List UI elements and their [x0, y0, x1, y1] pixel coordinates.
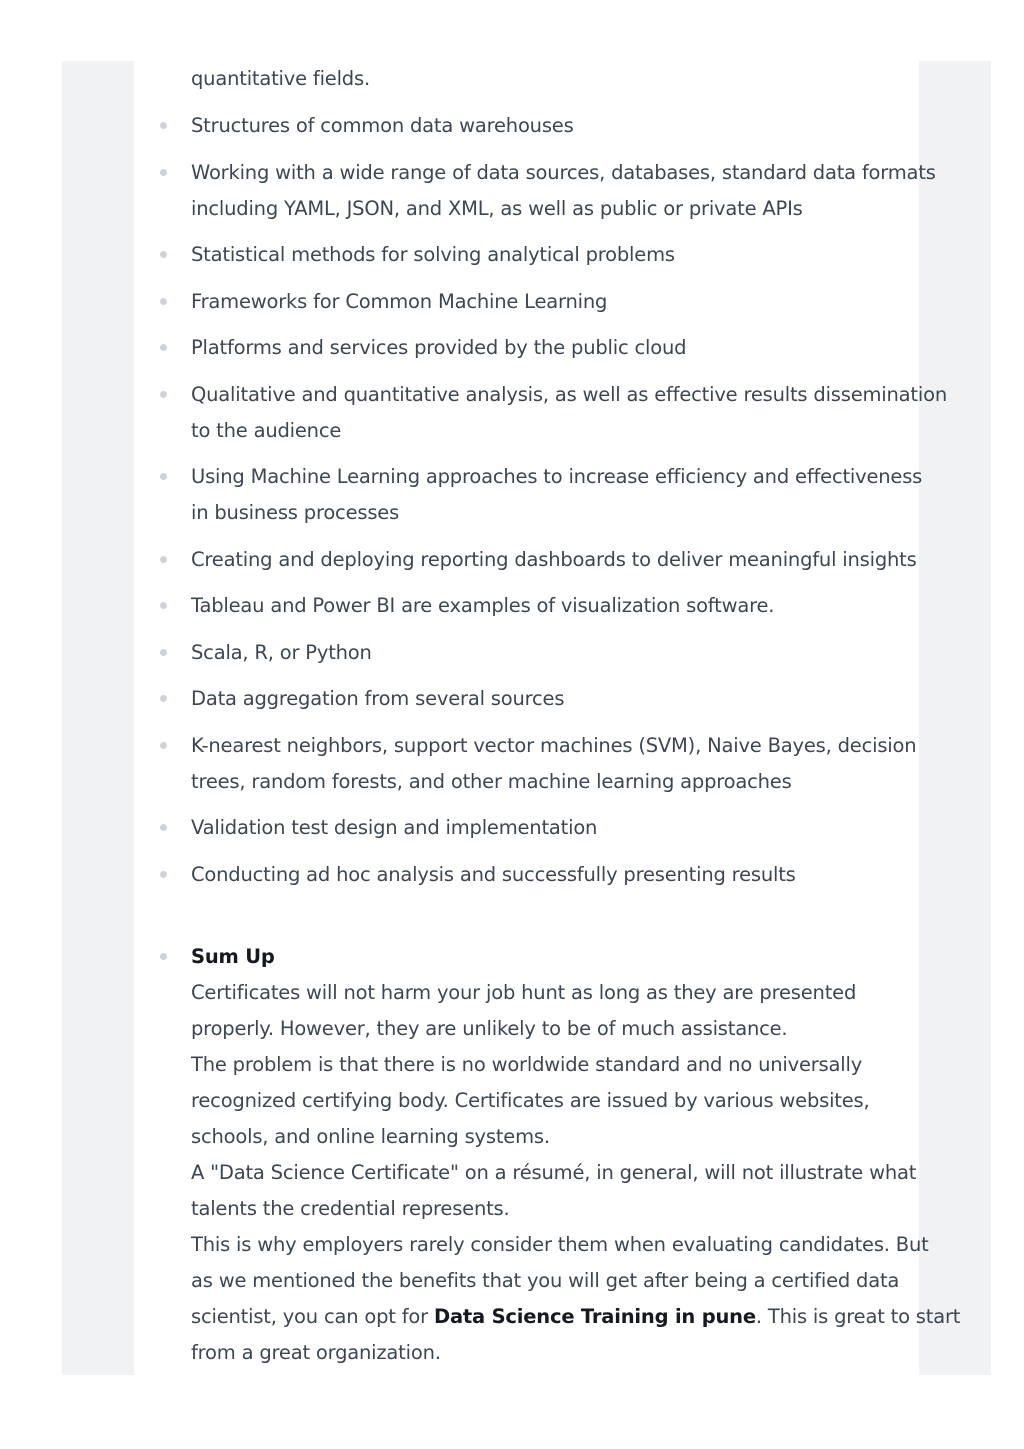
- list-item-text: Tableau and Power BI are examples of visualization software.: [191, 594, 775, 617]
- continued-paragraph-line: quantitative fields.: [191, 67, 370, 90]
- sum-up-line: recognized certifying body. Certificates are issued by various websites,: [191, 1089, 870, 1112]
- list-bullet: [160, 824, 167, 831]
- list-item-text: Data aggregation from several sources: [191, 687, 565, 710]
- article-content: [134, 61, 961, 1375]
- list-item-text: Validation test design and implementation: [191, 816, 598, 839]
- sum-up-line: This is why employers rarely consider them when evaluating candidates. But: [191, 1233, 929, 1256]
- list-bullet: [160, 871, 167, 878]
- list-bullet: [160, 649, 167, 656]
- list-bullet: [160, 169, 167, 176]
- list-bullet: [160, 473, 167, 480]
- list-bullet: [160, 298, 167, 305]
- list-bullet: [160, 122, 167, 129]
- sum-up-line: properly. However, they are unlikely to be of much assistance.: [191, 1017, 788, 1040]
- sum-up-text: scientist, you can opt for: [191, 1305, 434, 1328]
- list-item-text: Statistical methods for solving analytical problems: [191, 243, 675, 266]
- list-item-text: Platforms and services provided by the public cloud: [191, 336, 687, 359]
- left-gutter: [62, 61, 134, 1375]
- list-item-text: in business processes: [191, 501, 400, 524]
- list-item-text: Qualitative and quantitative analysis, as well as effective results dissemination: [191, 382, 947, 406]
- list-bullet: [160, 556, 167, 563]
- sum-up-heading: Sum Up: [191, 945, 275, 968]
- sum-up-line: schools, and online learning systems.: [191, 1125, 550, 1148]
- sum-up-line: talents the credential represents.: [191, 1197, 510, 1220]
- sum-up-line: from a great organization.: [191, 1341, 441, 1364]
- data-science-training-link[interactable]: Data Science Training in pune: [433, 1305, 756, 1328]
- right-gutter: [919, 61, 991, 1375]
- sum-up-line: Certificates will not harm your job hunt as long as they are presented: [191, 981, 857, 1004]
- list-bullet: [160, 695, 167, 702]
- list-bullet: [160, 391, 167, 398]
- list-item-text: to the audience: [191, 418, 342, 442]
- list-item-text: trees, random forests, and other machine learning approaches: [191, 769, 792, 793]
- list-bullet: [160, 344, 167, 351]
- sum-up-line: [191, 1299, 960, 1335]
- list-bullet: [160, 251, 167, 258]
- list-bullet: [160, 953, 167, 960]
- list-item-text: K-nearest neighbors, support vector machines (SVM), Naive Bayes, decision: [191, 733, 917, 757]
- list-item-text: Conducting ad hoc analysis and successfully presenting results: [191, 862, 796, 886]
- list-item-text: Frameworks for Common Machine Learning: [191, 289, 608, 313]
- sum-up-text: . This is great to start: [755, 1305, 961, 1328]
- list-item-text: Using Machine Learning approaches to increase efficiency and effectiveness: [191, 465, 923, 488]
- list-item-text: Structures of common data warehouses: [191, 114, 574, 137]
- list-bullet: [160, 602, 167, 609]
- list-item-text: including YAML, JSON, and XML, as well as public or private APIs: [191, 196, 803, 220]
- list-bullet: [160, 742, 167, 749]
- sum-up-line: The problem is that there is no worldwide standard and no universally: [191, 1053, 863, 1076]
- sum-up-line: A "Data Science Certificate" on a résumé, in general, will not illustrate what: [191, 1161, 917, 1184]
- list-item-text: Scala, R, or Python: [191, 640, 372, 664]
- list-item-text: Creating and deploying reporting dashboards to deliver meaningful insights: [191, 547, 917, 571]
- list-item-text: Working with a wide range of data sources, databases, standard data formats: [191, 160, 936, 184]
- sum-up-line: as we mentioned the benefits that you will get after being a certified data: [191, 1269, 900, 1292]
